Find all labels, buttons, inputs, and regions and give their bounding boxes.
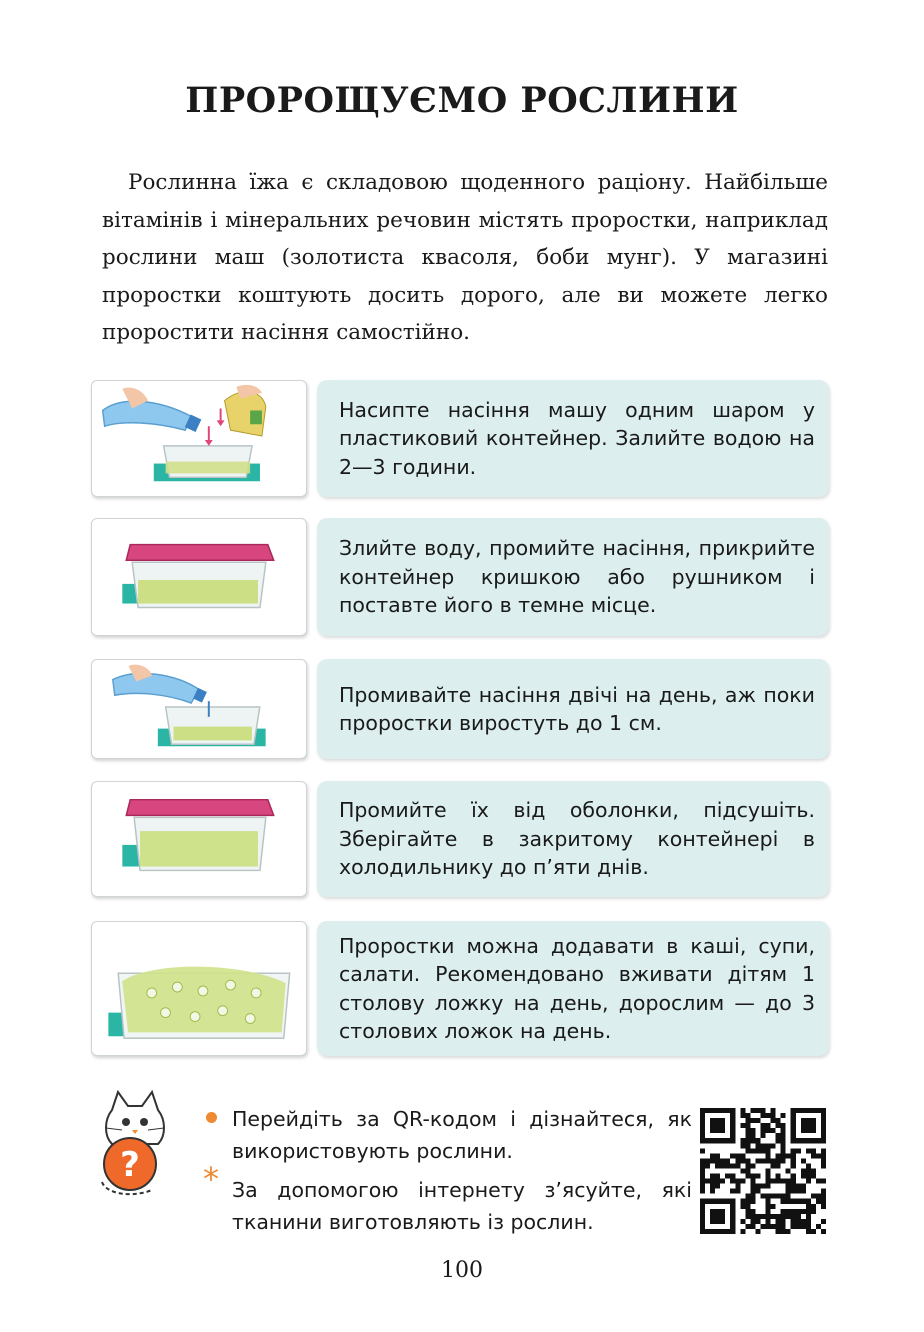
page-number: 100 [441, 1258, 483, 1283]
step-5-text [317, 921, 829, 1056]
intro-paragraph [102, 164, 828, 352]
step-2-image [91, 518, 307, 636]
qr-code-icon[interactable] [700, 1108, 826, 1234]
step-5-label: Проростки можна додавати в каші, супи, салати. Рекомендовано вживати дітям 1 столову ложку на день, дорослим — до 3 столових ложок на день. [339, 933, 815, 1043]
step-4-text [317, 781, 829, 897]
svg-text:?: ? [120, 1145, 140, 1185]
pouring-water-illustration [92, 381, 306, 496]
rinsing-illustration [92, 660, 306, 758]
sprouts-container-illustration [92, 922, 306, 1055]
step-2-label: Злийте воду, промийте насіння, прикрийте контейнер кришкою або рушником і поставте його в темне місце. [339, 536, 815, 618]
covered-container-illustration [92, 519, 306, 635]
page-title: ПРОРОЩУЄМО РОСЛИНИ [185, 80, 739, 121]
cat-mascot-icon [92, 1090, 178, 1198]
step-1-image [91, 380, 307, 497]
step-1-text [317, 380, 829, 497]
step-3-image [91, 659, 307, 759]
step-3-label: Промивайте насіння двічі на день, аж поки проростки виростуть до 1 см. [339, 682, 815, 735]
qr-task-text: Перейдіть за QR-кодом і дізнайтеся, як використовують рослини. [232, 1107, 692, 1163]
star-task-text: За допомогою інтернету з’ясуйте, які тканини виготовляють із рослин. [232, 1178, 692, 1234]
step-2-text [317, 518, 829, 636]
intro-text: Рослинна їжа є складовою щоденного раціону. Найбільше вітамінів і мінеральних речовин містять проростки, наприклад рослини маш (золотиста квасоля, боби мунг). У магазині проростки коштують досить дорого, але ви можете легко проростити насіння самостійно. [102, 170, 828, 345]
step-5-image [91, 921, 307, 1056]
step-3-text [317, 659, 829, 759]
step-4-image [91, 781, 307, 897]
asterisk-icon: * [203, 1160, 219, 1198]
step-4-label: Промийте їх від оболонки, підсушіть. Зберігайте в закритому контейнері в холодильнику до п’яти днів. [339, 798, 815, 880]
step-1-label: Насипте насіння машу одним шаром у пластиковий контейнер. Залийте водою на 2—3 години. [339, 397, 815, 479]
bullet-dot-icon [206, 1112, 217, 1123]
stored-container-illustration [92, 782, 306, 896]
